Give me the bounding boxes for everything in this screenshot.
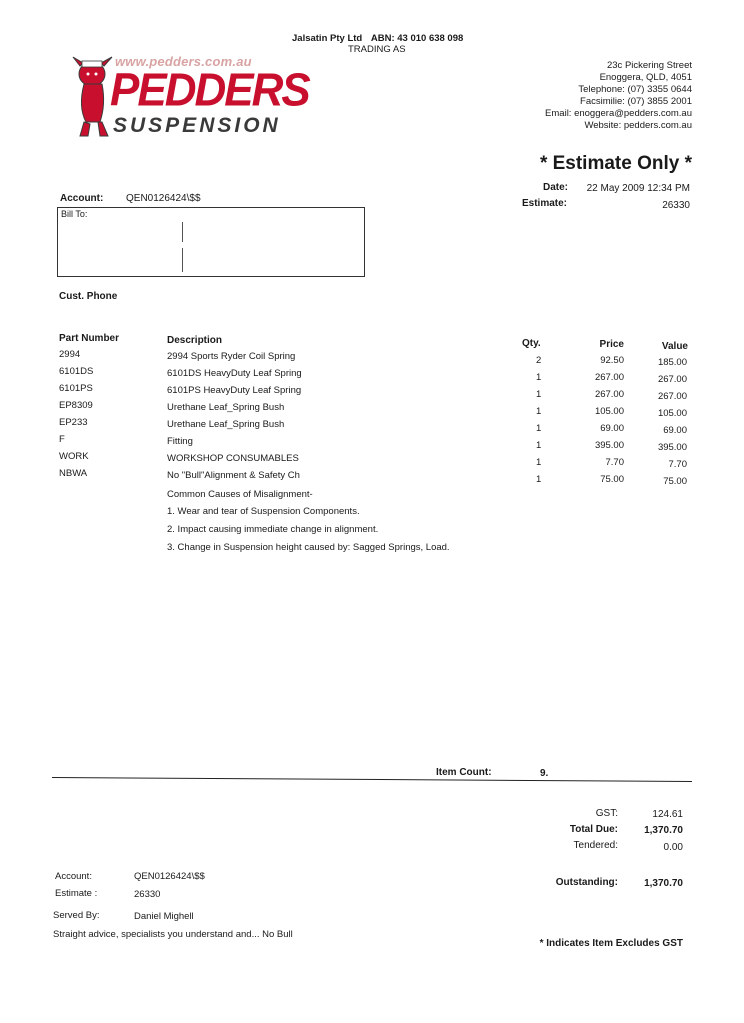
cell-value: 105.00: [657, 408, 687, 419]
footer-estimate-value: 26330: [134, 889, 161, 900]
cell-part: 6101PS: [59, 383, 93, 394]
outstanding-value: 1,370.70: [644, 878, 683, 889]
footer-account-label: Account:: [55, 871, 92, 882]
footer-divider: [52, 777, 692, 782]
logo-subtitle: SUSPENSION: [113, 114, 281, 137]
cell-part: 2994: [59, 349, 81, 360]
cell-description: Urethane Leaf_Spring Bush: [167, 419, 285, 430]
bill-to-label: Bill To:: [61, 209, 88, 219]
cell-description: 6101PS HeavyDuty Leaf Spring: [167, 385, 302, 396]
cell-value: 267.00: [657, 391, 687, 402]
note-heading: Common Causes of Misalignment-: [167, 489, 313, 500]
cell-qty: 1: [536, 372, 542, 383]
address-website: Website: pedders.com.au: [584, 120, 692, 131]
logo-url: www.pedders.com.au: [115, 54, 252, 69]
cell-part: EP233: [59, 417, 88, 428]
address-street: 23c Pickering Street: [606, 60, 692, 71]
footer-account-value: QEN0126424\$$: [134, 871, 205, 882]
table-row: [0, 400, 744, 417]
col-header-part: Part Number: [59, 333, 120, 344]
table-row: [0, 451, 744, 468]
document-title: * Estimate Only *: [539, 153, 692, 174]
note-item: 3. Change in Suspension height caused by: Sagged Springs, Load.: [167, 542, 450, 553]
cell-price: 267.00: [594, 372, 624, 383]
cell-qty: 1: [536, 423, 542, 434]
account-label: Account:: [60, 193, 104, 204]
cell-qty: 1: [536, 474, 542, 485]
cell-price: 105.00: [594, 406, 624, 417]
trading-as: TRADING AS: [348, 44, 406, 55]
col-header-qty: Qty.: [522, 338, 541, 349]
bill-to-box: [57, 207, 365, 277]
table-row: [0, 366, 744, 383]
cell-description: 2994 Sports Ryder Coil Spring: [167, 351, 296, 362]
cust-phone-label: Cust. Phone: [59, 291, 118, 302]
address-suburb: Enoggera, QLD, 4051: [599, 72, 692, 83]
note-item: 1. Wear and tear of Suspension Components.: [167, 506, 360, 517]
item-count-value: 9.: [540, 768, 549, 779]
gst-label: GST:: [595, 808, 618, 819]
cell-qty: 2: [536, 355, 542, 366]
cell-price: 69.00: [600, 423, 624, 434]
address-email: Email: enoggera@pedders.com.au: [545, 108, 692, 119]
col-header-description: Description: [167, 335, 223, 346]
cell-qty: 1: [536, 389, 542, 400]
col-header-price: Price: [599, 339, 624, 350]
cell-price: 75.00: [600, 474, 624, 485]
company-name: Jalsatin Pty Ltd: [292, 33, 363, 44]
served-by-label: Served By:: [53, 910, 100, 921]
tendered-label: Tendered:: [573, 840, 618, 851]
cell-value: 267.00: [657, 374, 687, 385]
redacted-mark: [182, 248, 183, 272]
cell-price: 267.00: [594, 389, 624, 400]
cell-description: Urethane Leaf_Spring Bush: [167, 402, 285, 413]
date-value: 22 May 2009 12:34 PM: [586, 183, 690, 194]
address-facsimile: Facsimilie: (07) 3855 2001: [580, 96, 692, 107]
address-telephone: Telephone: (07) 3355 0644: [578, 84, 692, 95]
slogan: Straight advice, specialists you understand and... No Bull: [53, 929, 293, 940]
estimate-value: 26330: [662, 200, 690, 211]
account-value: QEN0126424\$$: [126, 193, 201, 204]
item-count-label: Item Count:: [436, 767, 492, 778]
tendered-value: 0.00: [663, 842, 683, 853]
outstanding-label: Outstanding:: [555, 877, 618, 888]
cell-price: 395.00: [594, 440, 624, 451]
cell-description: 6101DS HeavyDuty Leaf Spring: [167, 368, 302, 379]
served-by-value: Daniel Mighell: [134, 911, 194, 922]
total-due-label: Total Due:: [569, 824, 618, 835]
cell-part: NBWA: [59, 468, 88, 479]
cell-value: 395.00: [657, 442, 687, 453]
col-header-value: Value: [661, 341, 688, 352]
redacted-mark: [182, 222, 183, 242]
table-row: [0, 349, 744, 366]
cell-price: 7.70: [605, 457, 624, 468]
cell-description: Fitting: [167, 436, 193, 447]
cell-qty: 1: [536, 457, 542, 468]
estimate-label: Estimate:: [522, 198, 568, 209]
cell-price: 92.50: [600, 355, 624, 366]
company-abn: ABN: 43 010 638 098: [370, 33, 464, 44]
cell-value: 7.70: [668, 459, 687, 470]
table-row: [0, 468, 744, 485]
company-line: [292, 33, 463, 44]
gst-value: 124.61: [652, 809, 683, 820]
cell-description: No "Bull"Alignment & Safety Ch: [167, 470, 300, 481]
note-item: 2. Impact causing immediate change in alignment.: [167, 524, 379, 535]
gst-excludes-note: * Indicates Item Excludes GST: [539, 938, 683, 949]
cell-qty: 1: [536, 440, 542, 451]
cell-part: WORK: [59, 451, 89, 462]
cell-value: 185.00: [657, 357, 687, 368]
cell-description: WORKSHOP CONSUMABLES: [167, 453, 299, 464]
cell-value: 75.00: [663, 476, 687, 487]
table-row: [0, 383, 744, 400]
cell-part: EP8309: [59, 400, 93, 411]
cell-part: 6101DS: [59, 366, 94, 377]
date-label: Date:: [543, 182, 569, 193]
table-row: [0, 417, 744, 434]
cell-part: F: [59, 434, 65, 445]
logo-brand: PEDDERS: [110, 64, 309, 117]
cell-qty: 1: [536, 406, 542, 417]
footer-estimate-label: Estimate :: [55, 888, 98, 899]
total-due-value: 1,370.70: [644, 825, 683, 836]
table-row: [0, 434, 744, 451]
cell-value: 69.00: [663, 425, 687, 436]
